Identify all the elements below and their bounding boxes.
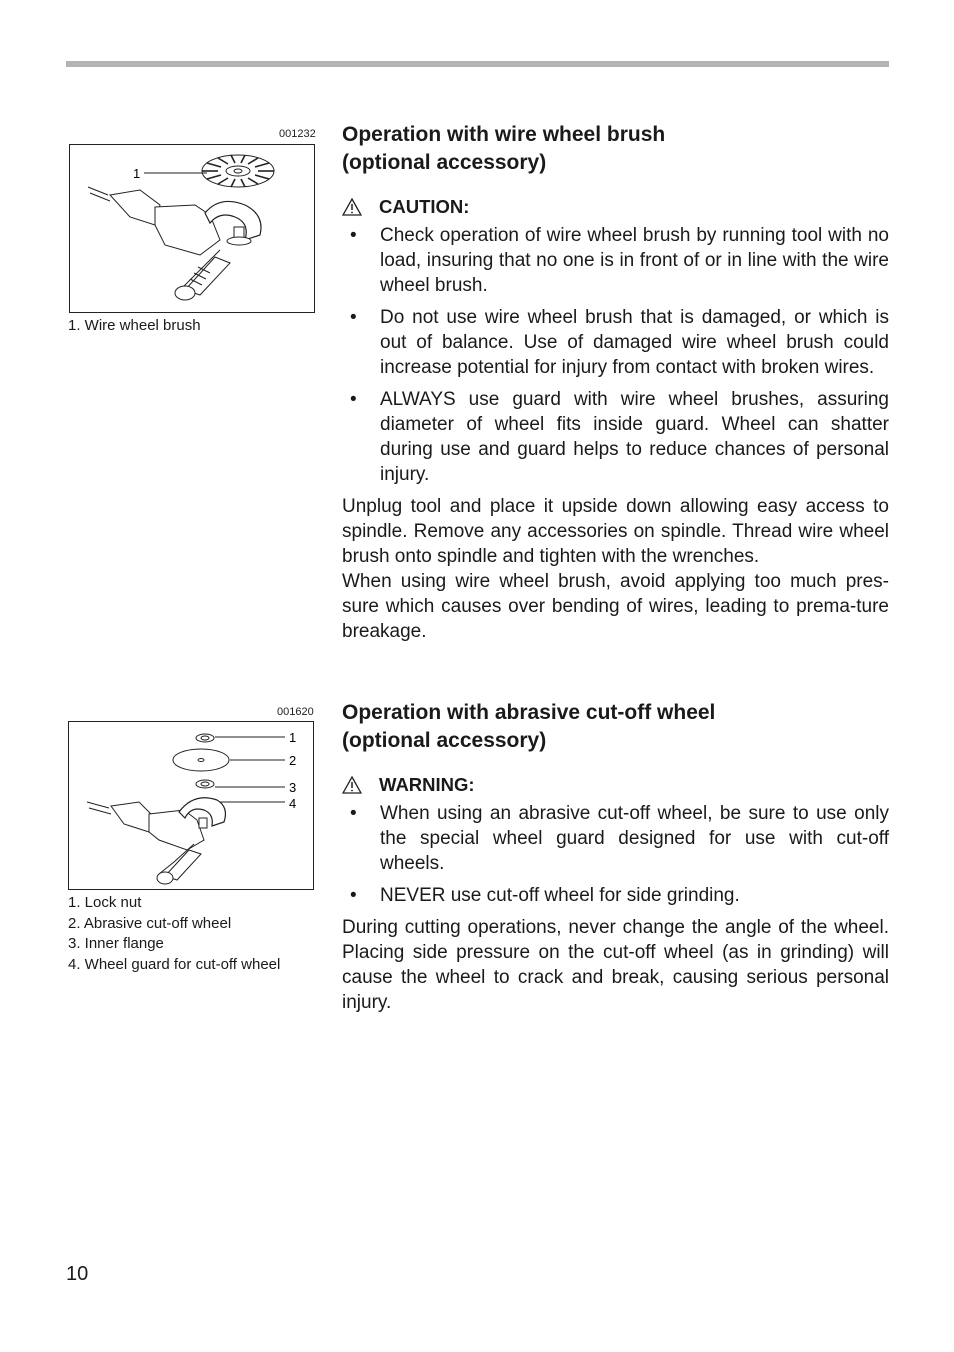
list-item: • NEVER use cut-off wheel for side grinding.: [350, 885, 740, 906]
grinder-with-cut-off-wheel-icon: [69, 722, 313, 889]
figure2-cut-off-wheel-illustration: [68, 721, 314, 890]
caution-notice: [342, 194, 889, 219]
warning-label: WARNING:: [379, 774, 475, 795]
warning-notice: [342, 772, 889, 797]
figure1-wire-wheel-brush-illustration: [69, 144, 315, 313]
section1-title-line2: (optional accessory): [342, 151, 547, 174]
figure2-code: 001620: [277, 706, 314, 718]
list-item: • When using an abrasive cut-off wheel, be sure to use only the special wheel guard designed for use with cut-off wheels.: [350, 803, 889, 874]
top-rule: [66, 61, 889, 67]
section2-paragraph: During cutting operations, never change the angle of the wheel. Placing side pressure on the cut-off wheel (as in grinding) will cause the wheel to crack and break, causing serious personal injury.: [342, 917, 889, 1013]
warning-triangle-icon: [342, 776, 362, 794]
figure2-caption-item: 3. Inner flange: [68, 935, 164, 952]
section2-bullet-list: [342, 801, 889, 908]
figure2-caption-item: 4. Wheel guard for cut-off wheel: [68, 955, 281, 973]
figure2-callout-3: 3: [289, 780, 297, 795]
section1-title-line1: Operation with wire wheel brush: [342, 123, 666, 146]
section2-title-line2: (optional accessory): [342, 729, 547, 752]
figure2-callout-2: 2: [289, 753, 297, 768]
section-abrasive-cut-off-wheel: [342, 699, 889, 1015]
section1-paragraph: When using wire wheel brush, avoid applying too much pres-sure which causes over bending of wires, leading to prema-ture breakage.: [342, 571, 889, 642]
figure2-caption-list: [68, 893, 280, 975]
caution-label: CAUTION:: [379, 196, 470, 217]
figure1-code: 001232: [279, 128, 316, 140]
figure1-caption-item: 1. Wire wheel brush: [68, 317, 201, 334]
section-wire-wheel-brush: [342, 121, 889, 644]
warning-triangle-icon: [342, 198, 362, 216]
figure2-caption-item: 2. Abrasive cut-off wheel: [68, 914, 232, 932]
section1-bullet-list: [342, 223, 889, 487]
figure2-callout-1: 1: [289, 730, 297, 745]
figure1-callout-1: 1: [133, 166, 141, 181]
section2-title-line1: Operation with abrasive cut-off wheel: [342, 701, 716, 724]
section2-heading: [342, 699, 889, 755]
figure2-caption-item: 1. Lock nut: [68, 894, 142, 911]
list-item: • Do not use wire wheel brush that is damaged, or which is out of balance. Use of damaged wire wheel brush could increase potential for injury from contact with broken wires.: [350, 307, 889, 378]
section1-paragraph: Unplug tool and place it upside down allowing easy access to spindle. Remove any accessories on spindle. Thread wire wheel brush onto spindle and tighten with the wrenches.: [342, 496, 889, 567]
figure2-callout-4: 4: [289, 796, 297, 811]
section1-heading: [342, 121, 889, 177]
grinder-with-wire-brush-icon: [70, 145, 314, 312]
list-item: • Check operation of wire wheel brush by running tool with no load, insuring that no one is in front of or in line with the wire wheel brush.: [350, 225, 889, 296]
list-item: • ALWAYS use guard with wire wheel brushes, assuring diameter of wheel fits inside guard. Wheel can shatter during use and guard helps to reduce chances of personal injury.: [350, 389, 889, 485]
page-number: 10: [66, 1263, 89, 1285]
figure1-caption-list: [68, 316, 201, 337]
